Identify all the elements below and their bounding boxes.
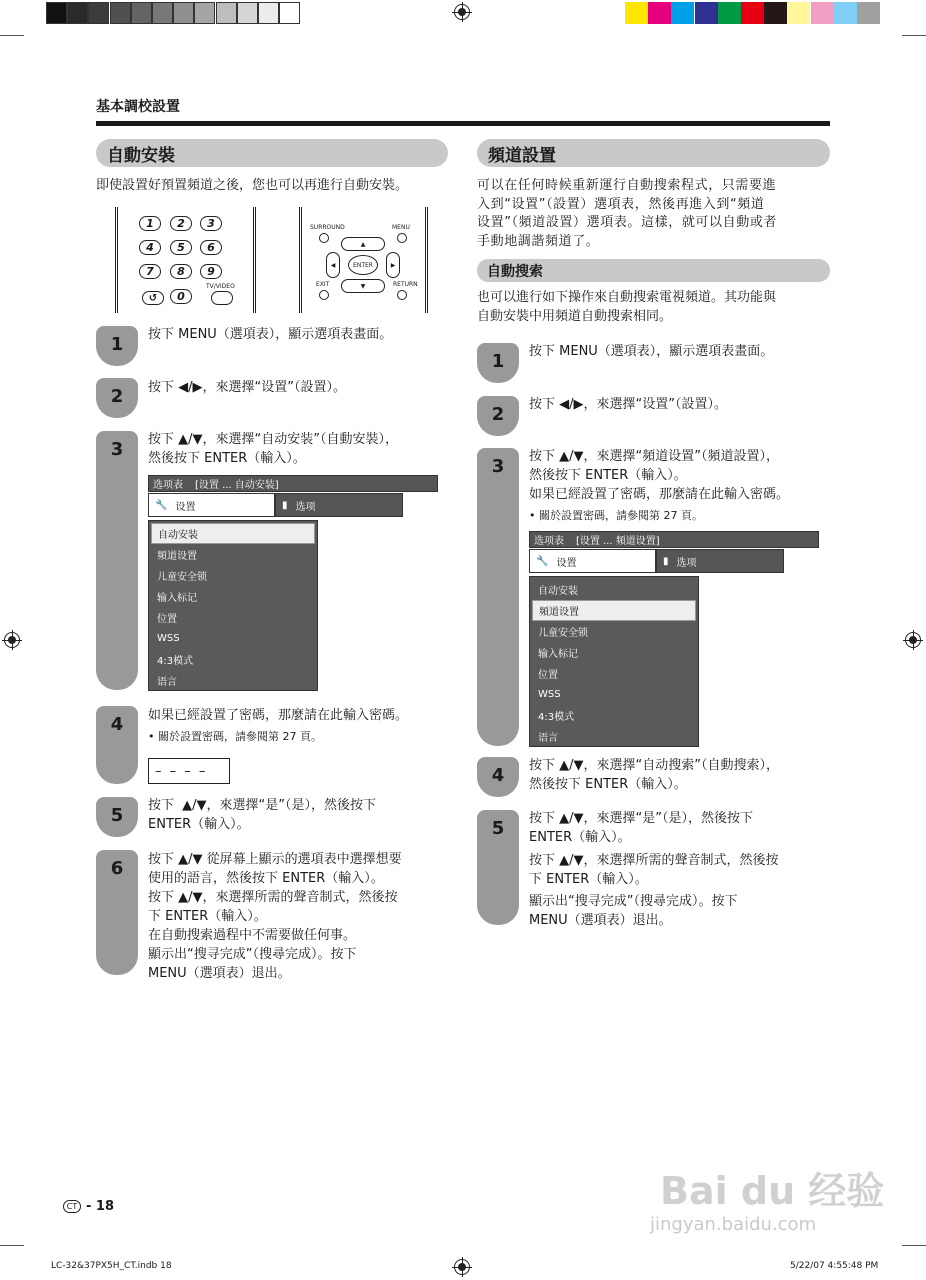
color-swatch: [718, 2, 741, 24]
menu-item[interactable]: WSS: [157, 633, 180, 644]
number-button[interactable]: 8: [170, 264, 192, 279]
tab-settings[interactable]: 🔧 设置: [529, 549, 656, 573]
menu-item[interactable]: 位置: [157, 614, 177, 625]
menu-header: 选项表 [设置 ... 自动安装]: [148, 475, 438, 492]
color-swatch: [834, 2, 857, 24]
step-number: 6: [96, 850, 138, 975]
color-swatch: [216, 2, 237, 24]
color-swatch: [258, 2, 279, 24]
auto-install-intro: 即使設置好預置頻道之後，您也可以再進行自動安裝。: [96, 178, 409, 193]
arrow-left-icon[interactable]: ◀: [326, 252, 340, 278]
number-button[interactable]: 3: [200, 216, 222, 231]
color-swatch: [625, 2, 648, 24]
registration-mark-icon: [905, 632, 921, 648]
note-bullet: • 關於設置密碼，請參閱第 27 頁。: [529, 509, 703, 522]
menu-list: [529, 576, 699, 747]
step-text: ENTER（輸入）。: [529, 830, 631, 845]
tab-options[interactable]: ▮ 选项: [656, 549, 784, 573]
step-number: 4: [477, 757, 519, 797]
color-swatch: [152, 2, 173, 24]
section-header: 基本調校設置: [96, 99, 180, 115]
menu-item[interactable]: 頻道设置: [532, 600, 696, 621]
auto-search-intro: 自動安裝中用頻道自動搜索相同。: [477, 308, 673, 324]
number-button[interactable]: 2: [170, 216, 192, 231]
color-swatch: [110, 2, 131, 24]
menu-item[interactable]: 4:3模式: [538, 712, 575, 723]
channel-settings-intro: 设置”（頻道設置）選項表。這樣，就可以自動或者: [477, 215, 778, 230]
color-swatch: [671, 2, 694, 24]
exit-label: EXIT: [316, 281, 330, 288]
step-text: 按下 ◀/▶，來選擇“设置”（設置）。: [148, 380, 346, 395]
surround-label: SURROUND: [310, 224, 345, 231]
color-swatch: [857, 2, 880, 24]
channel-settings-title: 頻道設置: [477, 139, 830, 167]
step-text: 按下 ▲/▼ 從屏幕上顯示的選項表中選擇想要: [148, 852, 402, 867]
channel-settings-intro: 手動地調諧頻道了。: [477, 233, 600, 249]
step-text: 如果已經設置了密碼，那麼請在此輸入密碼。: [148, 708, 409, 723]
color-swatch: [741, 2, 764, 24]
step-number: 5: [477, 810, 519, 925]
menu-item[interactable]: 自动安装: [151, 523, 315, 544]
color-swatch: [764, 2, 787, 24]
menu-item[interactable]: 语言: [157, 677, 177, 688]
step-text: 按下 ◀/▶，來選擇“设置”（設置）。: [529, 397, 727, 412]
menu-tabs: [529, 549, 784, 573]
remote-navigation-illustration: [296, 207, 434, 317]
step-text: MENU（選項表）退出。: [148, 966, 291, 981]
step-text: 如果已經設置了密碼，那麼請在此輸入密碼。: [529, 487, 790, 502]
remote-keypad-illustration: [112, 207, 262, 317]
step-number: 1: [96, 326, 138, 366]
step-number: 2: [96, 378, 138, 418]
step-number: 5: [96, 797, 138, 837]
menu-item[interactable]: 儿童安全锁: [157, 572, 207, 583]
return-button[interactable]: [397, 290, 407, 300]
note-bullet: • 關於設置密碼，請參閱第 27 頁。: [148, 730, 322, 743]
step-text: 按下 ▲/▼，來選擇“是”（是），然後按下: [148, 798, 376, 813]
auto-install-title: 自動安裝: [96, 139, 448, 167]
step-text: 在自動搜索過程中不需要做任何事。: [148, 928, 357, 943]
step-text: 然後按下 ENTER（輸入）。: [529, 777, 687, 792]
color-swatch: [237, 2, 258, 24]
menu-tabs: [148, 493, 403, 517]
number-button[interactable]: 5: [170, 240, 192, 255]
color-swatch: [648, 2, 671, 24]
step-text: 按下 MENU（選項表），顯示選項表畫面。: [148, 327, 393, 342]
language-badge: CT: [63, 1200, 81, 1213]
auto-search-subtitle: 自動搜索: [477, 259, 830, 282]
registration-mark-icon: [454, 1259, 470, 1275]
tv-video-button[interactable]: [211, 291, 233, 305]
menu-list: [148, 520, 318, 691]
auto-search-intro: 也可以進行如下操作來自動搜索電視頻道。其功能與: [477, 290, 777, 305]
step-text: ENTER（輸入）。: [148, 817, 250, 832]
header-rule: [96, 121, 830, 126]
channel-settings-intro: 可以在任何時候重新運行自動搜索程式，只需要進: [477, 178, 777, 193]
step-text: 使用的語言，然後按下 ENTER（輸入）。: [148, 871, 384, 886]
step-number: 1: [477, 343, 519, 383]
menu-label: MENU: [392, 224, 410, 231]
color-swatch: [131, 2, 152, 24]
watermark-brand: Bai du 经验: [660, 1169, 885, 1213]
color-swatch: [46, 2, 67, 24]
menu-item[interactable]: 语言: [538, 733, 558, 744]
menu-header: 选项表 [设置 ... 頻道设置]: [529, 531, 819, 548]
number-button[interactable]: 6: [200, 240, 222, 255]
step-text: 下 ENTER（輸入）。: [148, 909, 267, 924]
step-text: 下 ENTER（輸入）。: [529, 872, 648, 887]
channel-settings-intro: 入到“设置”（設置）選項表，然後再進入到“頻道: [477, 196, 765, 212]
step-text: 然後按下 ENTER（輸入）。: [529, 468, 687, 483]
number-button[interactable]: 1: [139, 216, 161, 231]
number-button[interactable]: 4: [139, 240, 161, 255]
registration-mark-icon: [4, 632, 20, 648]
step-text: 顯示出“搜寻完成”（搜尋完成）。按下: [148, 947, 357, 962]
color-swatch: [811, 2, 834, 24]
color-swatch: [194, 2, 215, 24]
color-swatch: [279, 2, 300, 24]
step-text: MENU（選項表）退出。: [529, 913, 672, 928]
tab-settings[interactable]: 🔧 设置: [148, 493, 275, 517]
step-text: 按下 ▲/▼，來選擇“是”（是），然後按下: [529, 811, 753, 826]
settings-icon: 🔧: [155, 499, 168, 511]
menu-item[interactable]: 输入标记: [157, 593, 197, 604]
step-number: 3: [96, 431, 138, 690]
crop-mark: [0, 1245, 24, 1246]
arrow-down-icon[interactable]: ▼: [341, 279, 385, 293]
menu-item[interactable]: 4:3模式: [157, 656, 194, 667]
color-swatch: [173, 2, 194, 24]
surround-button[interactable]: [319, 233, 329, 243]
step-text: 按下 MENU（選項表），顯示選項表畫面。: [529, 344, 774, 359]
menu-item[interactable]: 自动安装: [538, 586, 578, 597]
menu-item[interactable]: 儿童安全锁: [538, 628, 588, 639]
number-button[interactable]: 0: [170, 289, 192, 304]
tab-options[interactable]: ▮ 选项: [275, 493, 403, 517]
step-text: 顯示出“搜寻完成”（搜尋完成）。按下: [529, 894, 738, 909]
color-swatch: [787, 2, 810, 24]
step-number: 3: [477, 448, 519, 746]
return-label: RETURN: [393, 281, 418, 288]
menu-item[interactable]: WSS: [538, 689, 561, 700]
footer-filename: LC-32&37PX5H_CT.indb 18: [51, 1261, 172, 1271]
tv-video-label: TV/VIDEO: [206, 283, 235, 290]
registration-mark-icon: [454, 4, 470, 20]
settings-icon: 🔧: [536, 555, 549, 567]
options-icon: ▮: [663, 555, 669, 567]
step-text: 按下 ▲/▼，來選擇所需的聲音制式，然後按: [148, 890, 398, 905]
color-swatch: [88, 2, 109, 24]
color-swatch: [67, 2, 88, 24]
flashback-icon[interactable]: ↺: [142, 291, 164, 305]
step-text: 按下 ▲/▼，來選擇所需的聲音制式，然後按: [529, 853, 779, 868]
footer-date: 5/22/07 4:55:48 PM: [790, 1261, 879, 1271]
password-field[interactable]: – – – –: [148, 758, 230, 784]
watermark-url: jingyan.baidu.com: [650, 1214, 817, 1235]
menu-item[interactable]: 位置: [538, 670, 558, 681]
step-text: 按下 ▲/▼，來選擇“自动搜索”（自動搜索），: [529, 758, 779, 773]
exit-button[interactable]: [319, 290, 329, 300]
step-text: 按下 ▲/▼，來選擇“自动安装”（自動安裝），: [148, 432, 398, 447]
menu-button[interactable]: [397, 233, 407, 243]
crop-mark: [0, 35, 24, 36]
options-icon: ▮: [282, 499, 288, 511]
step-number: 4: [96, 706, 138, 784]
number-button[interactable]: 9: [200, 264, 222, 279]
arrow-right-icon[interactable]: ▶: [386, 252, 400, 278]
step-text: 按下 ▲/▼，來選擇“頻道设置”（頻道設置），: [529, 449, 779, 464]
crop-mark: [902, 35, 926, 36]
menu-item[interactable]: 输入标记: [538, 649, 578, 660]
page-number: - 18: [86, 1199, 115, 1214]
crop-mark: [902, 1245, 926, 1246]
number-button[interactable]: 7: [139, 264, 161, 279]
step-text: 然後按下 ENTER（輸入）。: [148, 451, 306, 466]
menu-item[interactable]: 頻道设置: [157, 551, 197, 562]
arrow-up-icon[interactable]: ▲: [341, 237, 385, 251]
enter-button[interactable]: ENTER: [348, 255, 378, 275]
step-number: 2: [477, 396, 519, 436]
color-swatch: [695, 2, 718, 24]
